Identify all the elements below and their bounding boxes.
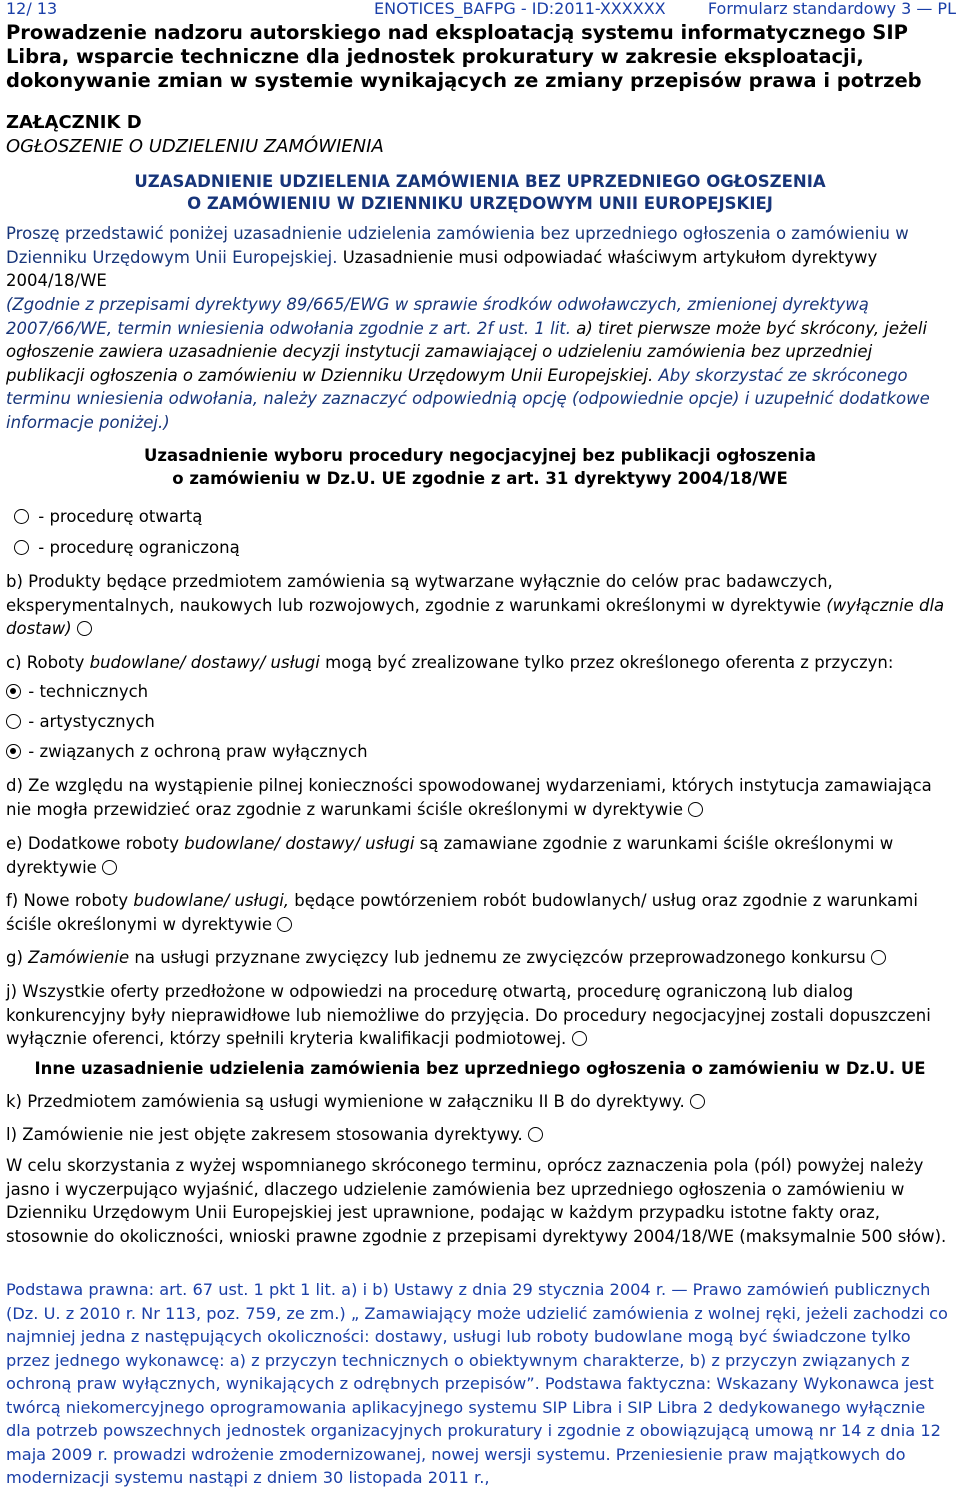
radio-restricted-procedure[interactable] [14, 540, 29, 555]
item-c: c) Roboty budowlane/ dostawy/ usługi mogą być zrealizowane tylko przez określonego oferenta z przyczyn: [6, 653, 894, 672]
option-open-procedure[interactable]: - procedurę otwartą [14, 506, 202, 528]
page-header [6, 0, 956, 18]
item-j: j) Wszystkie oferty przedłożone w odpowiedzi na procedurę otwartą, procedurę ograniczoną lub dialog konkurencyjny były nieprawidłowe lub niemożliwe do przyjęcia. Do procedury negocjacyjnej zostali dopuszczeni wyłącznie oferenci, którzy spełnili kryteria kwalifikacji podmiotowej. [6, 982, 931, 1048]
legal-basis-text[interactable]: Podstawa prawna: art. 67 ust. 1 pkt 1 lit. a) i b) Ustawy z dnia 29 stycznia 2004 r. — Prawo zamówień publicznych (Dz. U. z 2010 r. Nr 113, poz. 759, ze zm.) „ Zamawiający może udzielić zamówienia z wolnej ręki, jeżeli zachodzi co najmniej jedna z następujących okoliczności: dostawy, usługi lub roboty budowlane mogą być świadczone tylko przez jednego wykonawcę: a) z przyczyn technicznych o obiektywnym charakterze, b) z przyczyn związanych z ochroną praw wyłącznych, wynikających z odrębnych przepisów”. Podstawa faktyczna: Wskazany Wykonawca jest twórcą niekomercyjnego oprogramowania aplikacyjnego systemu SIP Libra i SIP Libra 2 dedykowanego wyłącznie dla potrzeb powszechnych jednostek organizacyjnych prokuratury i zgodnie z obowiązującą umową nr 14 z dnia 12 maja 2009 r. prowadzi wdrożenie zmodernizowanej, nowej wersji systemu. Przeniesienie praw majątkowych do modernizacji systemu nastąpi z dniem 30 listopada 2011 r., [6, 1280, 948, 1487]
item-d: d) Ze względu na wystąpienie pilnej konieczności spowodowanej wydarzeniami, których instytucja zamawiająca nie mogła przewidzieć oraz zgodnie z warunkami ściśle określonymi w dyrektywie [6, 776, 932, 819]
annex-subtitle: OGŁOSZENIE O UDZIELENIU ZAMÓWIENIA [6, 136, 384, 157]
negotiated-heading [140, 444, 820, 490]
section-heading-line2: O ZAMÓWIENIU W DZIENNIKU URZĘDOWYM UNII EUROPEJSKIEJ [187, 194, 773, 213]
option-technical[interactable]: - technicznych [6, 681, 148, 703]
page-number: 12/ 13 [6, 0, 58, 18]
appeal-note-part1: (Zgodnie z przepisami dyrektywy 89/665/EWG w sprawie środków odwoławczych, zmienionej dyrektywą 2007/66/WE, termin wniesienia odwołania zgodnie z art. 2f ust. 1 lit. [6, 295, 869, 338]
explanation-paragraph: W celu skorzystania z wyżej wspomnianego skróconego terminu, oprócz zaznaczenia pola (pól) powyżej należy jasno i wyczerpująco wyjaśnić, dlaczego udzielenie zamówienia bez uprzedniego ogłoszenia o zamówieniu w Dzienniku Urzędowym Unii Europejskiej jest uprawnione, podając w każdym przypadku istotne fakty oraz, stosownie do okoliczności, wnioski prawne zgodnie z przepisami dyrektywy 2004/18/WE (maksymalnie 500 słów). [6, 1156, 947, 1246]
section-heading-line1: UZASADNIENIE UDZIELENIA ZAMÓWIENIA BEZ UPRZEDNIEGO OGŁOSZENIA [134, 172, 826, 191]
item-e: e) Dodatkowe roboty budowlane/ dostawy/ usługi są zamawiane zgodnie z warunkami ściśle określonymi w dyrektywie [6, 834, 894, 877]
radio-technical[interactable] [6, 684, 21, 699]
contract-title: Prowadzenie nadzoru autorskiego nad eksploatacją systemu informatycznego SIP Libra, wsparcie techniczne dla jednostek prokuratury w zakresie eksploatacji, dokonywanie zmian w systemie wynikających ze zmiany przepisów prawa i potrzeb [6, 21, 922, 92]
item-g: g) Zamówienie na usługi przyznane zwycięzcy lub jednemu ze zwycięzców przeprowadzonego konkursu [6, 946, 952, 970]
negotiated-heading-line2: o zamówieniu w Dz.U. UE zgodnie z art. 31 dyrektywy 2004/18/WE [172, 469, 788, 488]
item-k: k) Przedmiotem zamówienia są usługi wymienione w załączniku II B do dyrektywy. [6, 1090, 952, 1114]
appeal-note [6, 293, 952, 434]
option-exclusive-rights[interactable]: - związanych z ochroną praw wyłącznych [6, 741, 368, 763]
radio-open-procedure[interactable] [14, 509, 29, 524]
option-artistic[interactable]: - artystycznych [6, 711, 155, 733]
radio-item-d[interactable] [688, 802, 703, 817]
intro-requirement: Uzasadnienie musi odpowiadać właściwym artykułom dyrektywy 2004/18/WE [6, 247, 878, 290]
item-b: b) Produkty będące przedmiotem zamówienia są wytwarzane wyłącznie do celów prac badawczych, eksperymentalnych, naukowych lub rozwojowych, zgodnie z warunkami określonymi w dyrektywie (wyłącznie dla dostaw) [6, 572, 945, 638]
radio-exclusive-rights[interactable] [6, 744, 21, 759]
notice-id: ENOTICES_BAFPG - ID:2011-XXXXXX [374, 0, 666, 18]
intro-paragraph [6, 222, 952, 293]
appeal-note-part3: Aby skorzystać ze skróconego terminu wniesienia odwołania, należy zaznaczyć odpowiednią opcję (odpowiednie opcje) i uzupełnić dodatkowe informacje poniżej.) [6, 365, 930, 432]
radio-item-f[interactable] [277, 917, 292, 932]
radio-item-l[interactable] [528, 1127, 543, 1142]
appeal-note-part2: a) tiret pierwsze może być skrócony, jeżeli ogłoszenie zawiera uzasadnienie decyzji instytucji zamawiającej o udzieleniu zamówienia bez uprzedniej publikacji ogłoszenia o zamówieniu w Dzienniku Urzędowym Unii Europejskiej. [6, 318, 928, 385]
radio-item-g[interactable] [871, 950, 886, 965]
other-heading: Inne uzasadnienie udzielenia zamówienia bez uprzedniego ogłoszenia o zamówieniu w Dz.U. UE [34, 1059, 926, 1078]
item-f: f) Nowe roboty budowlane/ usługi, będące powtórzeniem robót budowlanych/ usług oraz zgodnie z warunkami ściśle określonymi w dyrektywie [6, 891, 918, 934]
annex-label: ZAŁĄCZNIK D [6, 112, 142, 133]
negotiated-heading-line1: Uzasadnienie wyboru procedury negocjacyjnej bez publikacji ogłoszenia [144, 446, 816, 465]
form-name: Formularz standardowy 3 — PL [707, 0, 956, 18]
radio-item-b[interactable] [77, 621, 92, 636]
radio-item-j[interactable] [572, 1031, 587, 1046]
item-l: l) Zamówienie nie jest objęte zakresem stosowania dyrektywy. [6, 1123, 952, 1147]
intro-instruction: Proszę przedstawić poniżej uzasadnienie udzielenia zamówienia bez uprzedniego ogłoszenia o zamówieniu w Dzienniku Urzędowym Unii Europejskiej. [6, 224, 909, 267]
radio-item-k[interactable] [690, 1094, 705, 1109]
radio-artistic[interactable] [6, 714, 21, 729]
radio-item-e[interactable] [102, 860, 117, 875]
option-restricted-procedure[interactable]: - procedurę ograniczoną [14, 537, 240, 559]
